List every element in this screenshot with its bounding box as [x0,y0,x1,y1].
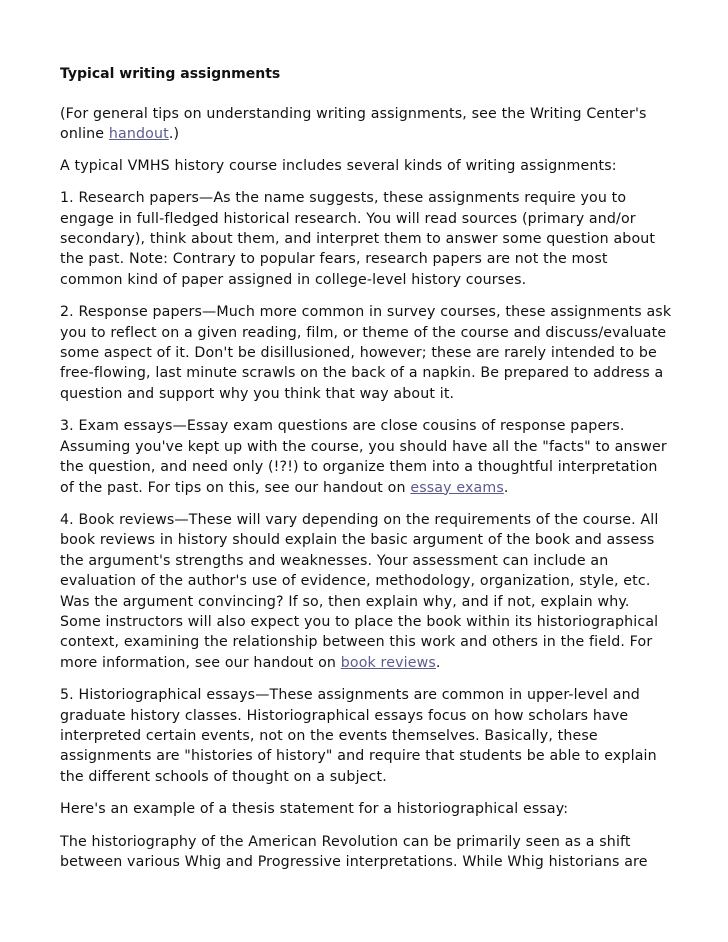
thesis-example-paragraph: The historiography of the American Revolution can be primarily seen as a shift between various Whig and Progressive interpretations. While Whig historians are [60,833,648,870]
intro-note-paragraph [60,104,672,145]
book-reviews-link[interactable]: book reviews [340,654,436,671]
research-papers-paragraph: 1. Research papers—As the name suggests, these assignments require you to engage in full-fledged historical research. You will read sources (primary and/or secondary), think about them, and interpret them to answer some question about the past. Note: Contrary to popular fears, research papers are not the most common kind of paper assigned in college-level history courses. [60,190,656,288]
essay-exams-link[interactable]: essay exams [410,479,504,496]
intro-note-text-after: .) [168,126,180,143]
exam-essays-text-after: . [503,479,509,496]
writing-center-handout-link[interactable]: handout [108,126,169,143]
historiographical-essays-paragraph: 5. Historiographical essays—These assignments are common in upper-level and graduate history classes. Historiographical essays focus on how scholars have interpreted certain events, not on the events themselves. Basically, these assignments are "histories of history" and require that students be able to explain the different schools of thought on a subject. [60,687,657,785]
exam-essays-paragraph [60,416,672,498]
exam-essays-text-before: 3. Exam essays—Essay exam questions are close cousins of response papers. Assuming you've kept up with the course, you should have all the "facts" to answer the question, and need only (!?!) to organize them into a thoughtful interpretation of the past. For tips on this, see our handout on [60,418,667,496]
response-papers-paragraph: 2. Response papers—Much more common in survey courses, these assignments ask you to reflect on a given reading, film, or theme of the course and discuss/evaluate some aspect of it. Don't be disillusioned, however; these are rarely intended to be free-flowing, last minute scrawls on the back of a napkin. Be prepared to address a question and support why you think that way about it. [60,304,672,402]
overview-paragraph: A typical VMHS history course includes several kinds of writing assignments: [60,157,617,174]
document-body [60,104,672,884]
book-reviews-text-before: 4. Book reviews—These will vary depending on the requirements of the course. All book reviews in history should explain the basic argument of the book and assess the argument's strengths and weaknesses. Your assessment can include an evaluation of the author's use of evidence, methodology, organization, style, etc. Was the argument convincing? If so, then explain why, and if not, explain why. Some instructors will also expect you to place the book within its historiographical context, examining the relationship between this work and others in the field. For more information, see our handout on [60,511,659,671]
thesis-example-intro-paragraph: Here's an example of a thesis statement for a historiographical essay: [60,801,569,818]
book-reviews-text-after: . [435,654,441,671]
intro-note-text-before: (For general tips on understanding writing assignments, see the Writing Center's online [60,106,647,143]
book-reviews-paragraph [60,510,672,673]
page-title: Typical writing assignments [60,66,281,82]
